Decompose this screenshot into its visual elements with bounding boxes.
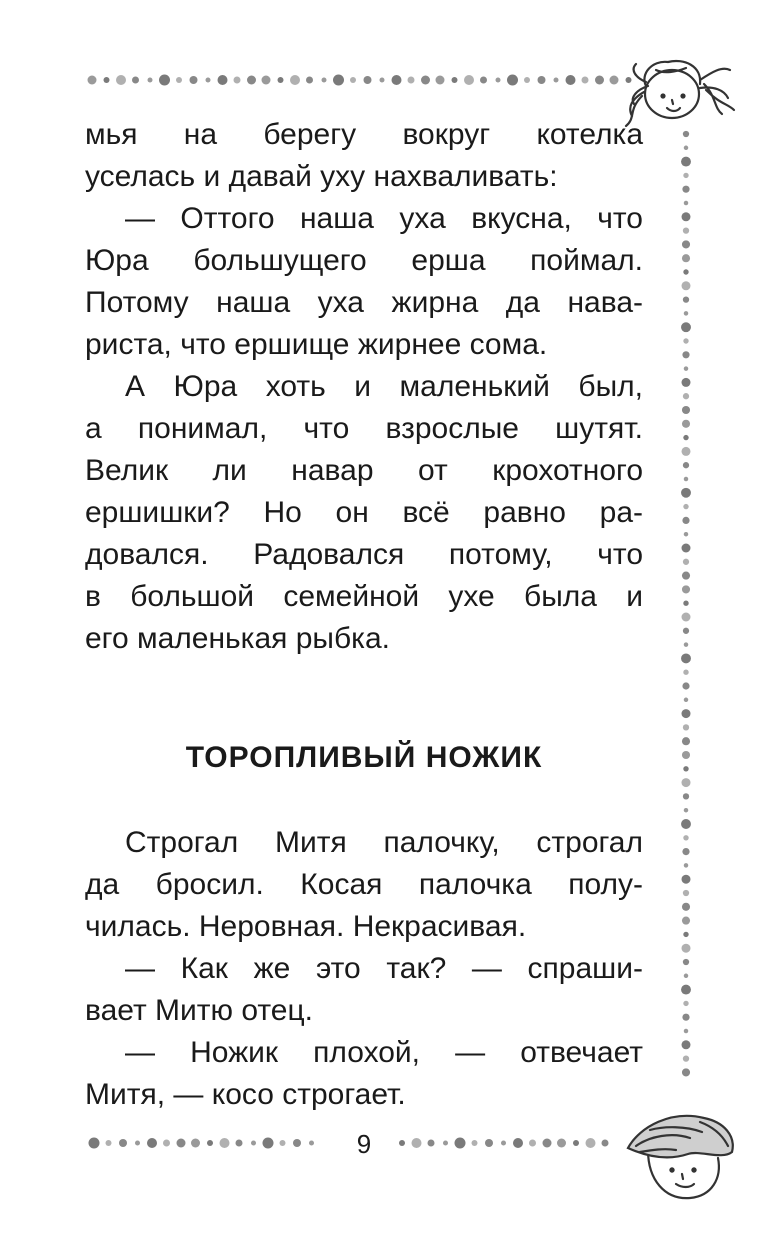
page-number: 9 xyxy=(356,1129,372,1159)
text-line: довался. Радовался потому, что xyxy=(85,538,643,571)
text-line: а понимал, что взрослые шутят. xyxy=(85,412,643,445)
text-line: Юра большущего ерша поймал. xyxy=(85,244,643,277)
text-line: Митя, — косо строгает. xyxy=(85,1078,406,1111)
text-line: риста, что ершище жирнее сома. xyxy=(85,328,548,361)
text-line: чилась. Неровная. Некрасивая. xyxy=(85,910,527,943)
text-line: да бросил. Косая палочка полу- xyxy=(85,868,643,901)
text-line: — Как же это так? — спраши- xyxy=(125,952,643,985)
text-line: — Оттого наша уха вкусна, что xyxy=(125,202,643,235)
text-line: его маленькая рыбка. xyxy=(85,622,390,655)
text-line: мья на берегу вокруг котелка xyxy=(85,118,643,151)
text-line: Потому наша уха жирна да нава- xyxy=(85,286,643,319)
text-line: — Ножик плохой, — отвечает xyxy=(125,1036,643,1069)
text-line: в большой семейной ухе была и xyxy=(85,580,643,613)
text-line: Строгал Митя палочку, строгал xyxy=(125,826,643,859)
text-line: ершишки? Но он всё равно ра- xyxy=(85,496,643,529)
text-line: уселась и давай уху нахваливать: xyxy=(85,160,558,193)
story-title: ТОРОПЛИВЫЙ НОЖИК xyxy=(185,741,543,774)
text-line: вает Митю отец. xyxy=(85,994,314,1027)
text-line: Велик ли навар от крохотного xyxy=(85,454,643,487)
text-line: А Юра хоть и маленький был, xyxy=(125,370,643,403)
